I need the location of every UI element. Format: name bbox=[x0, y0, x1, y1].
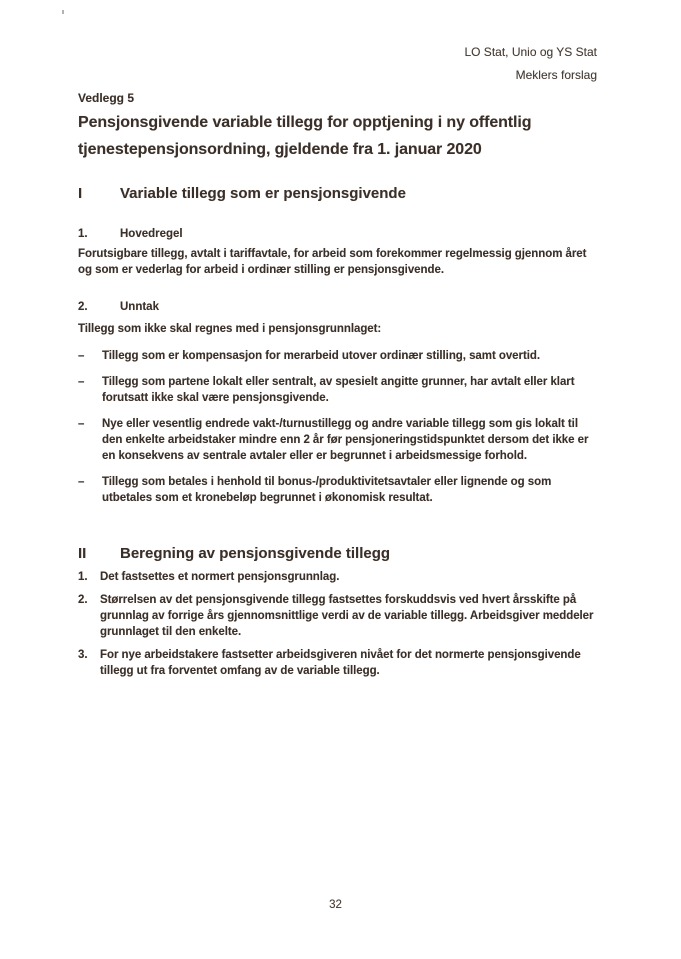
list-item bbox=[78, 416, 597, 464]
subsection-1-paragraph: Forutsigbare tillegg, avtalt i tariffavtale, for arbeid som forekommer regelmessig gjennom året og som er vederlag for arbeid i ordinær stilling er pensjonsgivende. bbox=[78, 248, 587, 276]
list-item-number: 2. bbox=[78, 594, 88, 606]
subsection-1-heading-text: Hovedregel bbox=[120, 228, 183, 240]
exceptions-list-intro: Tillegg som ikke skal regnes med i pensjonsgrunnlaget: bbox=[78, 323, 382, 335]
list-item-text: Størrelsen av det pensjonsgivende tillegg fastsettes forskuddsvis ved hvert årsskifte på grunnlag av forrige års gjennomsnittlige verdi av de variable tillegg. Arbeidsgiver meddeler grunnlaget til den enkelte. bbox=[100, 594, 594, 638]
list-item bbox=[78, 348, 597, 364]
subsection-1-heading bbox=[78, 227, 597, 242]
list-item-text: Tillegg som er kompensasjon for merarbeid utover ordinær stilling, samt overtid. bbox=[102, 350, 540, 362]
document-header bbox=[78, 41, 597, 87]
dash-bullet-marker: – bbox=[78, 418, 85, 430]
list-item bbox=[78, 592, 597, 640]
subsection-2-heading-text: Unntak bbox=[120, 301, 159, 313]
attachment-label: Vedlegg 5 bbox=[78, 91, 135, 105]
document-title bbox=[78, 109, 597, 163]
list-item-text: Nye eller vesentlig endrede vakt-/turnustillegg og andre variable tillegg som gis lokalt til den enkelte arbeidstaker mindre enn 2 år før pensjoneringstidspunktet dersom det ikke er en konsekvens av sentrale avtaler eller er begrunnet i arbeidsmessige forhold. bbox=[102, 418, 589, 462]
exceptions-list bbox=[78, 348, 597, 506]
list-item-number: 1. bbox=[78, 571, 88, 583]
scan-artifact-speck bbox=[62, 10, 64, 14]
list-item-text: Det fastsettes et normert pensjonsgrunnlag. bbox=[100, 571, 340, 583]
list-item bbox=[78, 569, 597, 585]
document-title-line-1: Pensjonsgivende variable tillegg for opptjening i ny offentlig bbox=[78, 114, 532, 131]
section-2-numeral: II bbox=[78, 545, 87, 562]
section-2-heading bbox=[78, 544, 597, 563]
header-organizations: LO Stat, Unio og YS Stat bbox=[464, 45, 597, 59]
dash-bullet-marker: – bbox=[78, 476, 85, 488]
subsection-2-number: 2. bbox=[78, 301, 88, 313]
list-item-text: Tillegg som betales i henhold til bonus-/produktivitetsavtaler eller lignende og som utbetales som et kronebeløp begrunnet i økonomisk resultat. bbox=[102, 476, 552, 504]
list-item bbox=[78, 474, 597, 506]
list-item-number: 3. bbox=[78, 649, 88, 661]
header-proposal-label: Meklers forslag bbox=[515, 68, 597, 82]
list-item-text: For nye arbeidstakere fastsetter arbeidsgiveren nivået for det normerte pensjonsgivende tillegg ut fra forventet omfang av de variable tillegg. bbox=[100, 649, 581, 677]
section-1-heading-text: Variable tillegg som er pensjonsgivende bbox=[120, 185, 406, 202]
calculation-steps-list bbox=[78, 569, 597, 679]
dash-bullet-marker: – bbox=[78, 376, 85, 388]
subsection-2-heading bbox=[78, 300, 597, 315]
document-title-line-2: tjenestepensjonsordning, gjeldende fra 1. januar 2020 bbox=[78, 141, 482, 158]
subsection-1-number: 1. bbox=[78, 228, 88, 240]
dash-bullet-marker: – bbox=[78, 350, 85, 362]
section-1-heading bbox=[78, 184, 597, 203]
list-item bbox=[78, 647, 597, 679]
list-item bbox=[78, 374, 597, 406]
section-2-heading-text: Beregning av pensjonsgivende tillegg bbox=[120, 545, 391, 562]
list-item-text: Tillegg som partene lokalt eller sentralt, av spesielt angitte grunner, har avtalt eller klart forutsatt ikke skal være pensjonsgivende. bbox=[102, 376, 575, 404]
section-1-numeral: I bbox=[78, 185, 83, 202]
page-number: 32 bbox=[329, 899, 342, 911]
